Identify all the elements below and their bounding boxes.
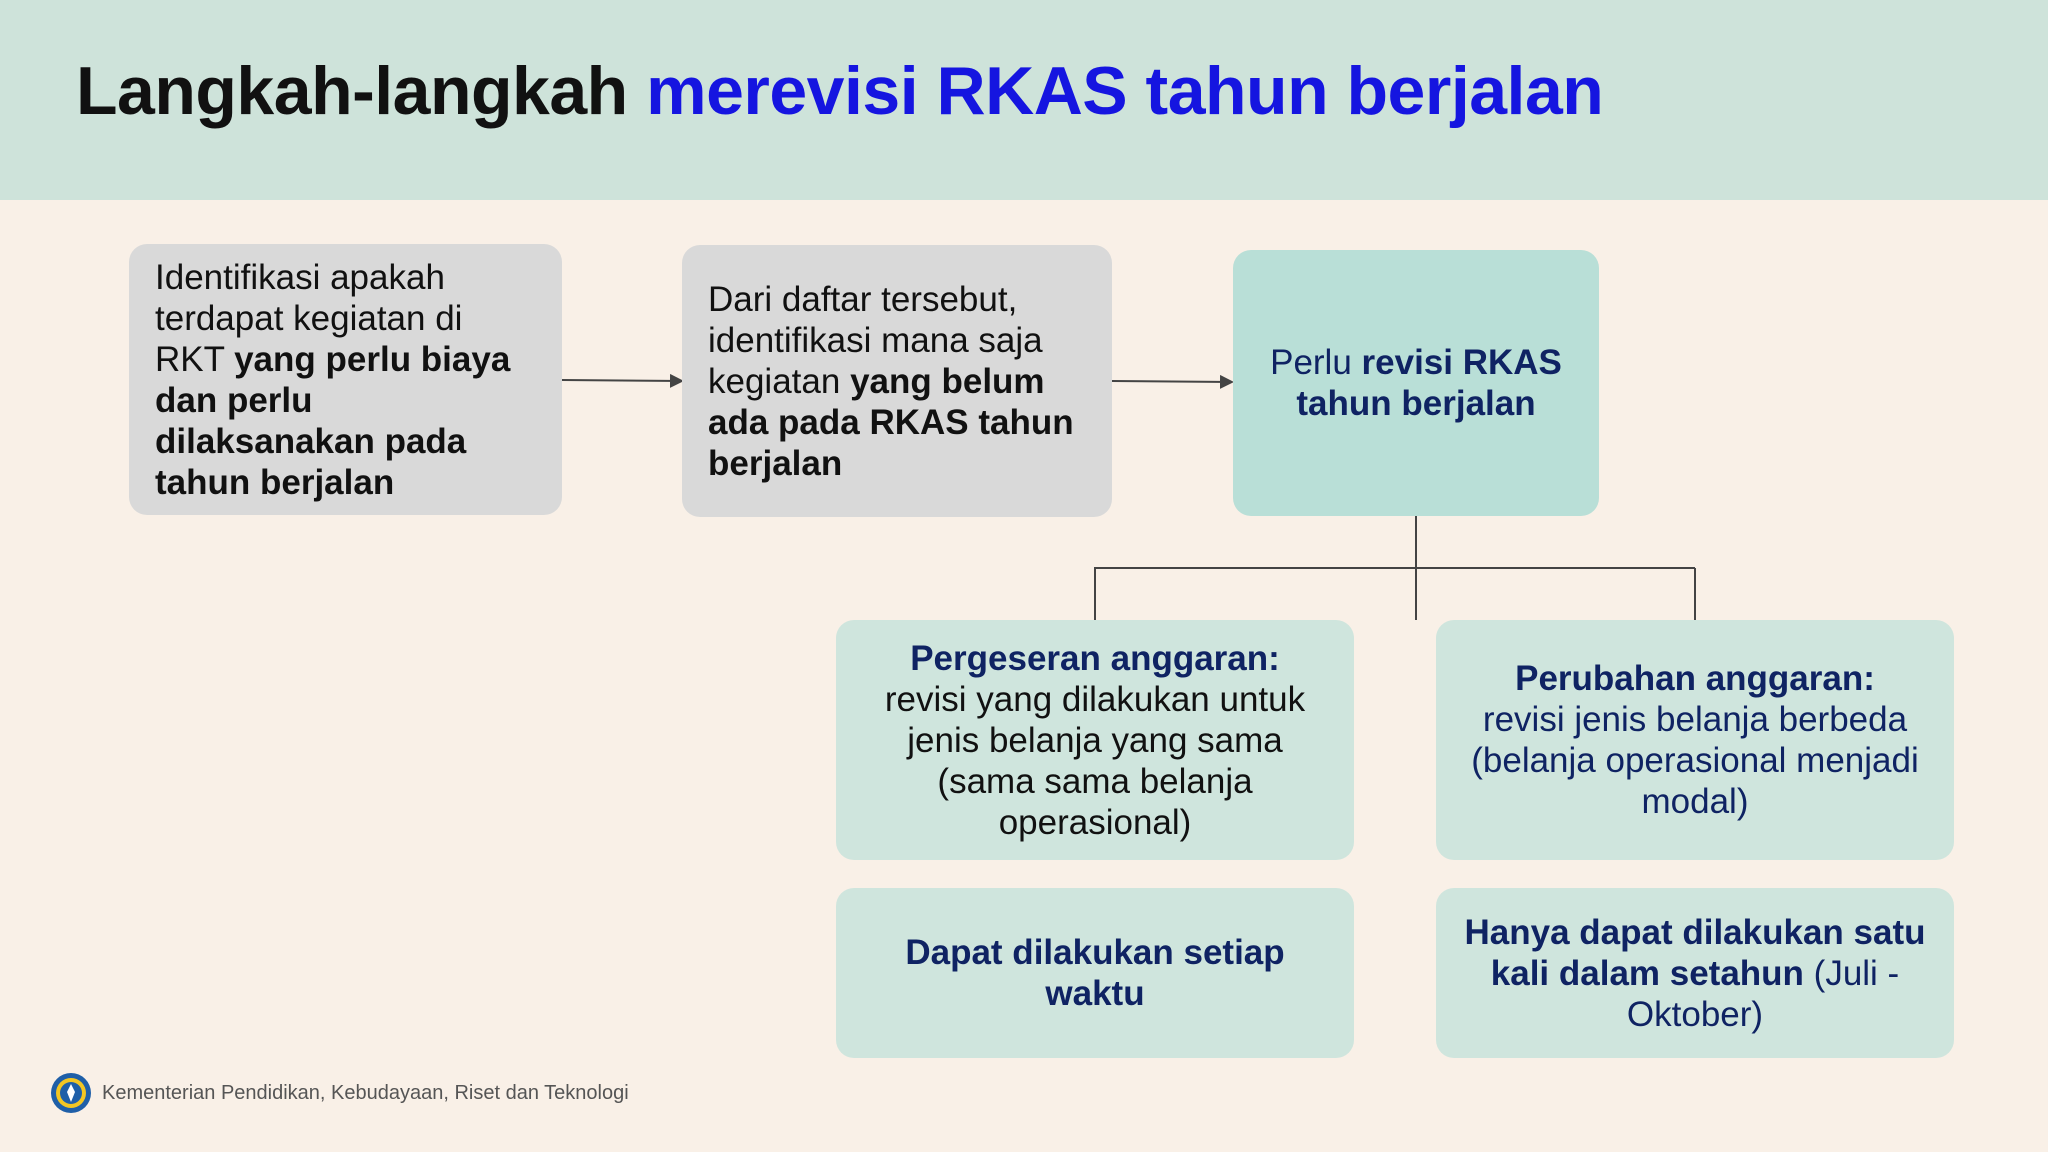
branch-right-heading: Perubahan anggaran: bbox=[1515, 659, 1875, 698]
arrow-step1-to-step2 bbox=[562, 380, 682, 381]
branch-right-box bbox=[1436, 620, 1954, 860]
step2-bold: yang belum ada pada RKAS tahun berjalan bbox=[708, 361, 1074, 483]
step2-box bbox=[682, 245, 1112, 517]
branch-right-body: revisi jenis belanja berbeda (belanja operasional menjadi modal) bbox=[1471, 700, 1919, 821]
tree-connector bbox=[1095, 568, 1416, 620]
note-left-text: Dapat dilakukan setiap waktu bbox=[905, 933, 1285, 1013]
step3-text: Perlu bbox=[1270, 343, 1362, 382]
step3-box bbox=[1233, 250, 1599, 516]
note-left-box bbox=[836, 888, 1354, 1058]
ministry-logo-icon bbox=[50, 1072, 92, 1114]
footer bbox=[50, 1072, 629, 1114]
title-part-highlight: merevisi RKAS tahun berjalan bbox=[646, 53, 1604, 129]
step1-text: Identifikasi apakah terdapat kegiatan di RKT bbox=[155, 257, 463, 379]
footer-org-name: Kementerian Pendidikan, Kebudayaan, Riset dan Teknologi bbox=[102, 1081, 629, 1104]
note-right-plain: (Juli - Oktober) bbox=[1626, 953, 1900, 1034]
step2-text: Dari daftar tersebut, identifikasi mana saja kegiatan bbox=[708, 279, 1043, 401]
step1-box bbox=[129, 244, 562, 515]
step1-bold: yang perlu biaya dan perlu dilaksanakan pada tahun berjalan bbox=[155, 339, 511, 502]
branch-left-heading: Pergeseran anggaran: bbox=[910, 638, 1280, 678]
note-right-bold: Hanya dapat dilakukan satu kali dalam setahun bbox=[1464, 912, 1926, 993]
branch-left-body: revisi yang dilakukan untuk jenis belanja yang sama (sama sama belanja operasional) bbox=[884, 679, 1306, 842]
branch-left-box bbox=[836, 620, 1354, 860]
step3-bold: revisi RKAS tahun berjalan bbox=[1296, 343, 1562, 423]
note-right-box bbox=[1436, 888, 1954, 1058]
arrow-step2-to-step3 bbox=[1112, 381, 1232, 382]
title-part-black: Langkah-langkah bbox=[76, 53, 647, 129]
